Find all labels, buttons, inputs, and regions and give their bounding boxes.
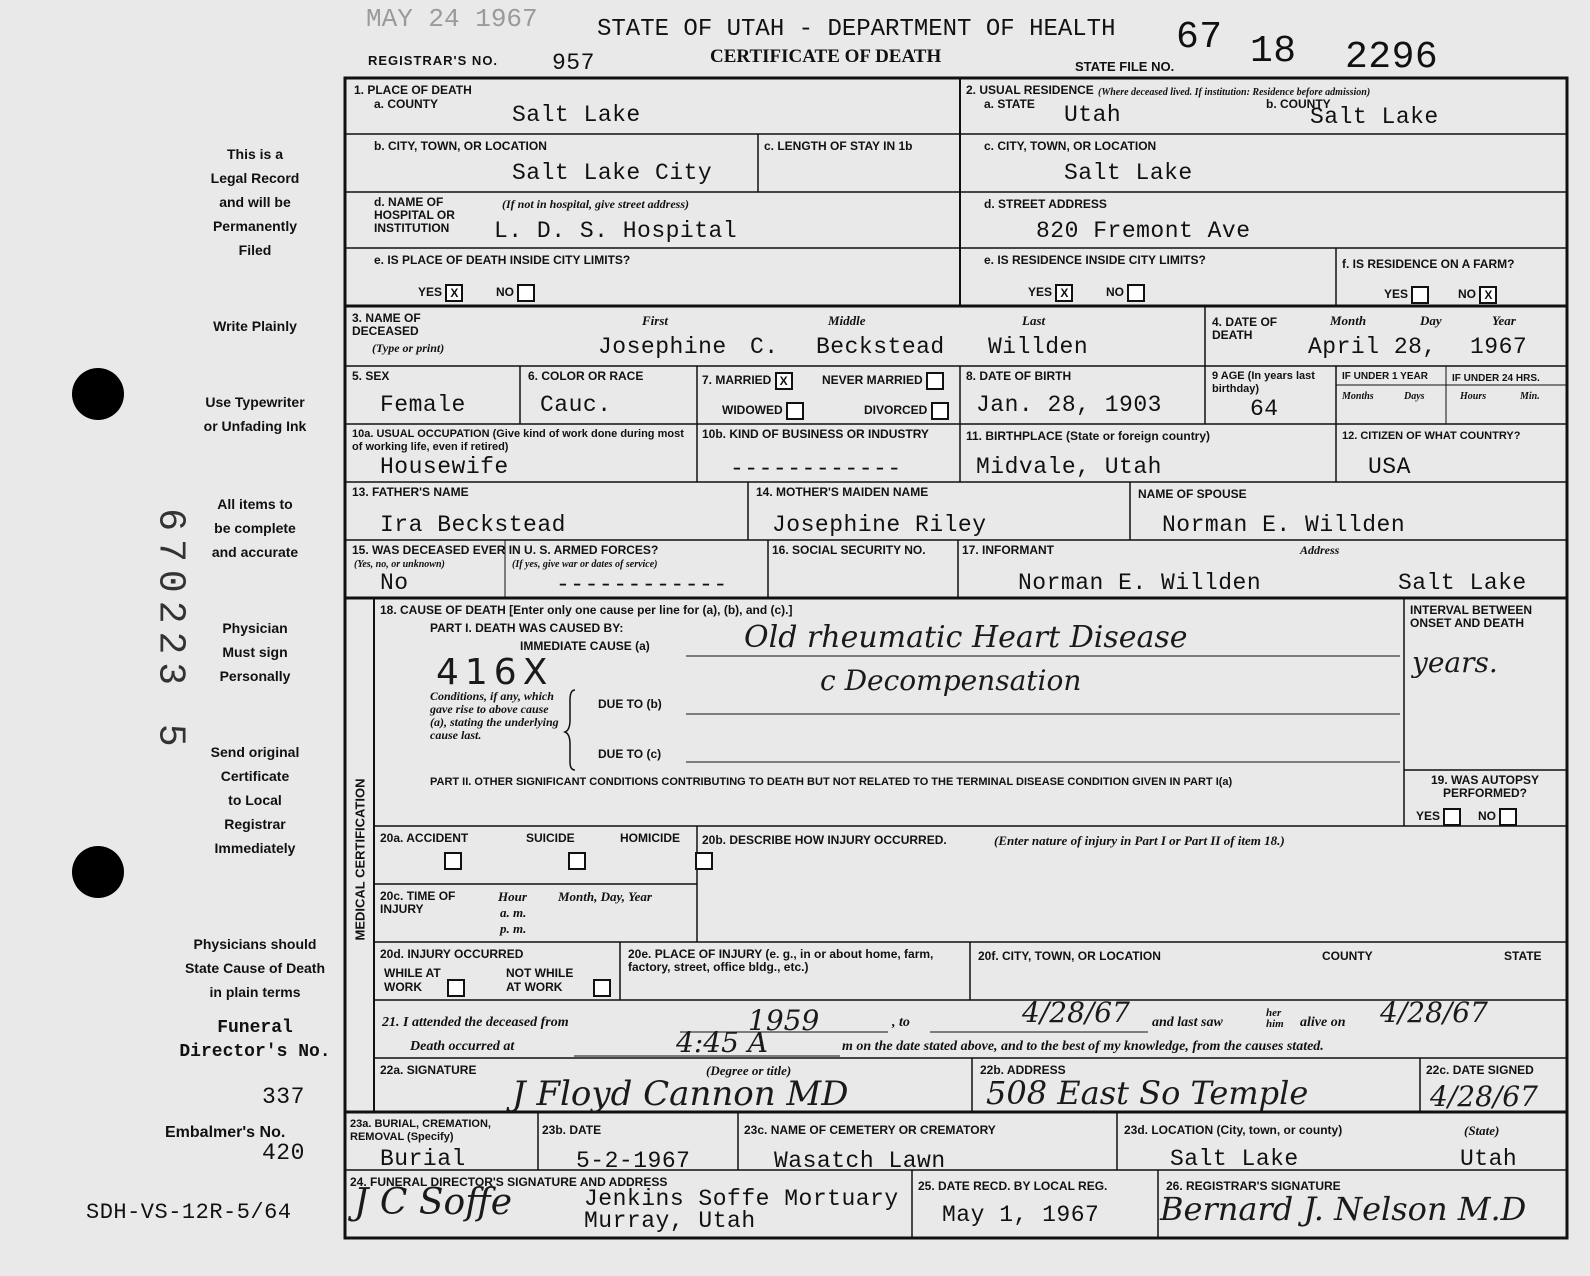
not-at-work-checkbox[interactable]: NOT WHILE AT WORK xyxy=(506,966,626,997)
res-no-checkbox[interactable]: NO xyxy=(1106,284,1145,302)
label-hours: Hours xyxy=(1460,391,1487,402)
label-part2: PART II. OTHER SIGNIFICANT CONDITIONS CONTRIBUTING TO DEATH BUT NOT RELATED TO THE TERMINAL DISEASE CONDITION GIVEN IN PART I(a) xyxy=(430,776,1233,788)
label-middle: Middle xyxy=(828,313,866,328)
empty-checkbox-icon xyxy=(593,979,611,997)
label-hospital-note: (If not in hospital, give street address) xyxy=(502,197,690,211)
empty-checkbox-icon xyxy=(926,372,944,390)
label-attended-from: 21. I attended the deceased from xyxy=(382,1015,569,1030)
label-occupation: 10a. USUAL OCCUPATION (Give kind of work done during most of working life, even if retired) xyxy=(352,428,684,453)
label-autopsy: 19. WAS AUTOPSY PERFORMED? xyxy=(1430,773,1540,800)
label-spouse: NAME OF SPOUSE xyxy=(1138,487,1247,501)
label-place-of-injury: 20e. PLACE OF INJURY (e. g., in or about home, farm, factory, street, office bldg., etc.) xyxy=(628,947,934,974)
state-file-no-b: 18 xyxy=(1250,30,1297,73)
embalmer-label: Embalmer's No. xyxy=(165,1124,286,1141)
embalmer-no: 420 xyxy=(262,1140,305,1166)
label-describe-note: (Enter nature of injury in Part I or Part II of item 18.) xyxy=(994,833,1285,848)
label-armed-forces: 15. WAS DECEASED EVER IN U. S. ARMED FORCES? xyxy=(352,543,659,557)
value-cemetery: Wasatch Lawn xyxy=(774,1148,946,1174)
divorced-checkbox[interactable]: DIVORCED xyxy=(864,402,949,420)
handwritten-physician-address: 508 East So Temple xyxy=(986,1074,1309,1112)
label-under-1-year: IF UNDER 1 YEAR xyxy=(1342,371,1428,382)
value-location-state: Utah xyxy=(1460,1146,1518,1172)
label-age: 9 AGE (In years last birthday) xyxy=(1212,370,1315,395)
label-type-or-print: (Type or print) xyxy=(372,341,445,355)
empty-checkbox-icon xyxy=(517,284,535,302)
label-date-of-birth: 8. DATE OF BIRTH xyxy=(966,369,1072,383)
checked-x-icon: X xyxy=(775,372,793,390)
state-file-label: STATE FILE NO. xyxy=(1075,59,1175,74)
value-armed-dates: ------------ xyxy=(556,572,728,598)
label-city: b. CITY, TOWN, OR LOCATION xyxy=(374,139,547,153)
farm-no-checkbox[interactable]: NO X xyxy=(1458,286,1497,304)
empty-checkbox-icon xyxy=(931,402,949,420)
label-street: d. STREET ADDRESS xyxy=(984,197,1107,211)
label-month-day-year: Month, Day, Year xyxy=(558,889,652,904)
widowed-checkbox[interactable]: WIDOWED xyxy=(722,402,804,420)
handwritten-physician-signature: J Floyd Cannon MD xyxy=(512,1074,849,1114)
homicide-checkbox[interactable] xyxy=(695,852,713,870)
label-res-state: a. STATE xyxy=(984,97,1035,111)
label-burial-date: 23b. DATE xyxy=(542,1123,602,1137)
empty-checkbox-icon xyxy=(786,402,804,420)
label-time-of-injury: 20c. TIME OF INJURY xyxy=(380,889,456,916)
label-part1: PART I. DEATH WAS CAUSED BY: xyxy=(430,621,624,635)
checked-x-icon: X xyxy=(445,284,463,302)
label-name-deceased: 3. NAME OF DECEASED xyxy=(352,311,421,338)
while-at-work-checkbox[interactable]: WHILE AT WORK xyxy=(384,966,484,997)
state-file-no-c: 2296 xyxy=(1345,36,1439,79)
place-yes-checkbox[interactable]: YES X xyxy=(418,284,463,302)
label-residence-note: (Where deceased lived. If institution: Residence before admission) xyxy=(1098,87,1371,98)
label-suicide: SUICIDE xyxy=(526,831,575,845)
label-ssn: 16. SOCIAL SECURITY NO. xyxy=(772,543,926,557)
label-res-county: b. COUNTY xyxy=(1266,97,1331,111)
label-registrar-signature: 26. REGISTRAR'S SIGNATURE xyxy=(1166,1179,1341,1193)
label-cause-of-death: 18. CAUSE OF DEATH [Enter only one cause per line for (a), (b), and (c).] xyxy=(380,603,793,617)
label-last-saw: and last saw xyxy=(1152,1015,1223,1030)
label-to: , to xyxy=(892,1015,910,1030)
label-date-recd: 25. DATE RECD. BY LOCAL REG. xyxy=(918,1179,1108,1193)
label-last: Last xyxy=(1022,313,1046,328)
received-stamp: MAY 24 1967 xyxy=(366,4,538,34)
label-year: Year xyxy=(1492,313,1516,328)
label-day: Day xyxy=(1420,313,1442,328)
label-physician-address: 22b. ADDRESS xyxy=(980,1063,1066,1077)
value-business: ------------ xyxy=(730,456,902,482)
value-middle-initial: C. xyxy=(750,334,779,360)
label-conditions: Conditions, if any, which gave rise to above cause (a), stating the underlying cause last. xyxy=(430,689,559,742)
value-informant-address: Salt Lake xyxy=(1398,570,1527,596)
label-hour: Hour xyxy=(498,889,527,904)
sidebar-legal: This is a Legal Record and will be Permanently Filed xyxy=(210,146,300,258)
label-due-to-c: DUE TO (c) xyxy=(598,747,662,761)
label-under-24-hrs: IF UNDER 24 HRS. xyxy=(1452,373,1540,384)
handwritten-code: 416X xyxy=(436,652,554,693)
handwritten-last-seen: 4/28/67 xyxy=(1380,996,1488,1029)
handwritten-from: 1959 xyxy=(748,1004,820,1037)
value-hospital: L. D. S. Hospital xyxy=(494,218,738,244)
label-hospital: d. NAME OF HOSPITAL OR INSTITUTION xyxy=(374,195,455,235)
label-am: a. m. xyxy=(500,905,527,920)
handwritten-to: 4/28/67 xyxy=(1022,996,1130,1029)
value-mother: Josephine Riley xyxy=(772,512,987,538)
value-burial: Burial xyxy=(380,1146,466,1172)
label-location-state: (State) xyxy=(1464,1123,1500,1138)
never-married-checkbox[interactable]: NEVER MARRIED xyxy=(822,372,944,390)
value-occupation: Housewife xyxy=(380,454,509,480)
checked-x-icon: X xyxy=(1055,284,1073,302)
label-describe-injury: 20b. DESCRIBE HOW INJURY OCCURRED. xyxy=(702,833,947,847)
value-death-year: 1967 xyxy=(1470,334,1528,360)
label-immediate-cause: IMMEDIATE CAUSE (a) xyxy=(520,639,650,653)
state-file-no-a: 67 xyxy=(1176,16,1223,59)
label-signature: 22a. SIGNATURE xyxy=(380,1063,477,1077)
value-city: Salt Lake City xyxy=(512,160,713,186)
label-business: 10b. KIND OF BUSINESS OR INDUSTRY xyxy=(702,427,929,441)
label-months: Months xyxy=(1342,391,1374,402)
sidebar-cause-terms: Physicians should State Cause of Death in plain terms xyxy=(184,936,326,1000)
label-farm: f. IS RESIDENCE ON A FARM? xyxy=(1342,257,1515,271)
sidebar-complete: All items to be complete and accurate xyxy=(211,496,299,560)
value-sex: Female xyxy=(380,392,466,418)
handwritten-date-signed: 4/28/67 xyxy=(1430,1080,1538,1113)
label-father: 13. FATHER'S NAME xyxy=(352,485,469,499)
label-burial: 23a. BURIAL, CREMATION, REMOVAL (Specify) xyxy=(350,1118,491,1143)
value-citizen: USA xyxy=(1368,454,1411,480)
label-inside-city-limits: e. IS PLACE OF DEATH INSIDE CITY LIMITS? xyxy=(374,253,631,267)
label-accident: 20a. ACCIDENT xyxy=(380,831,469,845)
label-pm: p. m. xyxy=(500,921,527,936)
label-her-him: her him xyxy=(1266,1007,1284,1030)
label-degree: (Degree or title) xyxy=(706,1063,792,1078)
value-county: Salt Lake xyxy=(512,102,641,128)
form-code: SDH-VS-12R-5/64 xyxy=(86,1200,292,1225)
autopsy-no-checkbox[interactable]: NO xyxy=(1478,808,1517,826)
value-informant: Norman E. Willden xyxy=(1018,570,1262,596)
department-title: STATE OF UTAH - DEPARTMENT OF HEALTH xyxy=(597,16,1116,43)
value-funeral-city: Murray, Utah xyxy=(584,1208,756,1234)
certificate-title: CERTIFICATE OF DEATH xyxy=(710,46,942,67)
place-no-checkbox[interactable]: NO xyxy=(496,284,535,302)
label-armed-note2: (If yes, give war or dates of service) xyxy=(512,559,658,570)
value-age: 64 xyxy=(1250,396,1279,422)
empty-checkbox-icon xyxy=(1411,286,1429,304)
value-last-name: Willden xyxy=(988,334,1089,360)
empty-checkbox-icon xyxy=(447,979,465,997)
value-date-recd: May 1, 1967 xyxy=(942,1202,1100,1228)
label-place-of-death: 1. PLACE OF DEATH xyxy=(354,83,472,97)
empty-checkbox-icon xyxy=(1127,284,1145,302)
vertical-serial-number: 670223 5 xyxy=(148,508,192,755)
label-alive-on: alive on xyxy=(1300,1015,1346,1030)
value-first-name: Josephine xyxy=(598,334,727,360)
label-res-city-limits: e. IS RESIDENCE INSIDE CITY LIMITS? xyxy=(984,253,1206,267)
label-usual-residence: 2. USUAL RESIDENCE xyxy=(966,83,1094,97)
label-res-city: c. CITY, TOWN, OR LOCATION xyxy=(984,139,1157,153)
label-injury-county: COUNTY xyxy=(1322,949,1373,963)
label-informant: 17. INFORMANT xyxy=(962,543,1055,557)
value-res-county: Salt Lake xyxy=(1310,104,1439,130)
value-middle-name: Beckstead xyxy=(816,334,945,360)
value-date-of-birth: Jan. 28, 1903 xyxy=(976,392,1162,418)
handwritten-registrar-signature: Bernard J. Nelson M.D xyxy=(1160,1190,1527,1228)
label-on-date-stated: m on the date stated above, and to the best of my knowledge, from the causes stated. xyxy=(842,1039,1324,1054)
handwritten-cause-a: Old rheumatic Heart Disease xyxy=(744,620,1188,655)
value-res-state: Utah xyxy=(1064,102,1122,128)
label-death-occurred: Death occurred at xyxy=(410,1039,515,1054)
handwritten-cause-a2: c Decompensation xyxy=(820,664,1082,697)
value-death-date: April 28, xyxy=(1308,334,1437,360)
value-race: Cauc. xyxy=(540,392,612,418)
empty-checkbox-icon xyxy=(1499,808,1517,826)
funeral-director-no: 337 xyxy=(262,1084,305,1110)
value-spouse: Norman E. Willden xyxy=(1162,512,1406,538)
value-street: 820 Fremont Ave xyxy=(1036,218,1251,244)
sidebar-typewriter: Use Typewriter or Unfading Ink xyxy=(203,394,307,434)
label-first: First xyxy=(642,313,669,328)
label-due-to-b: DUE TO (b) xyxy=(598,697,662,711)
registrar-label: REGISTRAR'S NO. xyxy=(368,53,499,68)
label-mother: 14. MOTHER'S MAIDEN NAME xyxy=(756,485,929,499)
label-injury-state: STATE xyxy=(1504,949,1542,963)
label-sex: 5. SEX xyxy=(352,369,390,383)
value-father: Ira Beckstead xyxy=(380,512,566,538)
label-armed-note1: (Yes, no, or unknown) xyxy=(354,559,445,570)
label-injury-occurred: 20d. INJURY OCCURRED xyxy=(380,947,524,961)
sidebar-physician: Physician Must sign Personally xyxy=(219,620,291,684)
value-armed-forces: No xyxy=(380,570,409,596)
handwritten-funeral-signature: J C Soffe xyxy=(354,1182,513,1223)
label-date-of-death: 4. DATE OF DEATH xyxy=(1212,315,1278,342)
value-funeral-home: Jenkins Soffe Mortuary xyxy=(584,1186,899,1212)
farm-yes-checkbox[interactable]: YES xyxy=(1384,286,1429,304)
label-date-signed: 22c. DATE SIGNED xyxy=(1426,1063,1534,1077)
funeral-director-label: Funeral Director's No. xyxy=(179,1018,331,1062)
value-res-city: Salt Lake xyxy=(1064,160,1193,186)
sidebar-write-plainly: Write Plainly xyxy=(213,318,297,334)
label-days: Days xyxy=(1404,391,1425,402)
label-homicide: HOMICIDE xyxy=(620,831,680,845)
value-birthplace: Midvale, Utah xyxy=(976,454,1162,480)
label-injury-city: 20f. CITY, TOWN, OR LOCATION xyxy=(978,949,1161,963)
label-race: 6. COLOR OR RACE xyxy=(528,369,644,383)
autopsy-yes-checkbox[interactable]: YES xyxy=(1416,808,1461,826)
label-county: a. COUNTY xyxy=(374,97,439,111)
handwritten-interval: years. xyxy=(1412,646,1498,679)
label-citizen: 12. CITIZEN OF WHAT COUNTRY? xyxy=(1342,430,1521,442)
sidebar-send-original: Send original Certificate to Local Registrar Immediately xyxy=(210,744,300,856)
label-min: Min. xyxy=(1520,391,1540,402)
checked-x-icon: X xyxy=(1479,286,1497,304)
label-birthplace: 11. BIRTHPLACE (State or foreign country) xyxy=(966,429,1211,443)
medical-certification-label: MEDICAL CERTIFICATION xyxy=(352,778,368,941)
empty-checkbox-icon xyxy=(1443,808,1461,826)
label-address: Address xyxy=(1300,543,1340,557)
married-checkbox[interactable]: 7. MARRIED X xyxy=(702,372,793,390)
label-month: Month xyxy=(1330,313,1367,328)
label-interval: INTERVAL BETWEEN ONSET AND DEATH xyxy=(1410,603,1533,630)
handwritten-death-time: 4:45 A xyxy=(676,1026,768,1059)
label-funeral-director: 24. FUNERAL DIRECTOR'S SIGNATURE AND ADDRESS xyxy=(350,1175,668,1189)
registrar-number: 957 xyxy=(552,50,595,76)
label-location: 23d. LOCATION (City, town, or county) xyxy=(1124,1123,1343,1137)
label-cemetery: 23c. NAME OF CEMETERY OR CREMATORY xyxy=(744,1123,996,1137)
accident-checkbox[interactable] xyxy=(444,852,462,870)
suicide-checkbox[interactable] xyxy=(568,852,586,870)
value-location-city: Salt Lake xyxy=(1170,1146,1299,1172)
res-yes-checkbox[interactable]: YES X xyxy=(1028,284,1073,302)
label-length-of-stay: c. LENGTH OF STAY IN 1b xyxy=(764,139,913,153)
value-burial-date: 5-2-1967 xyxy=(576,1148,691,1174)
